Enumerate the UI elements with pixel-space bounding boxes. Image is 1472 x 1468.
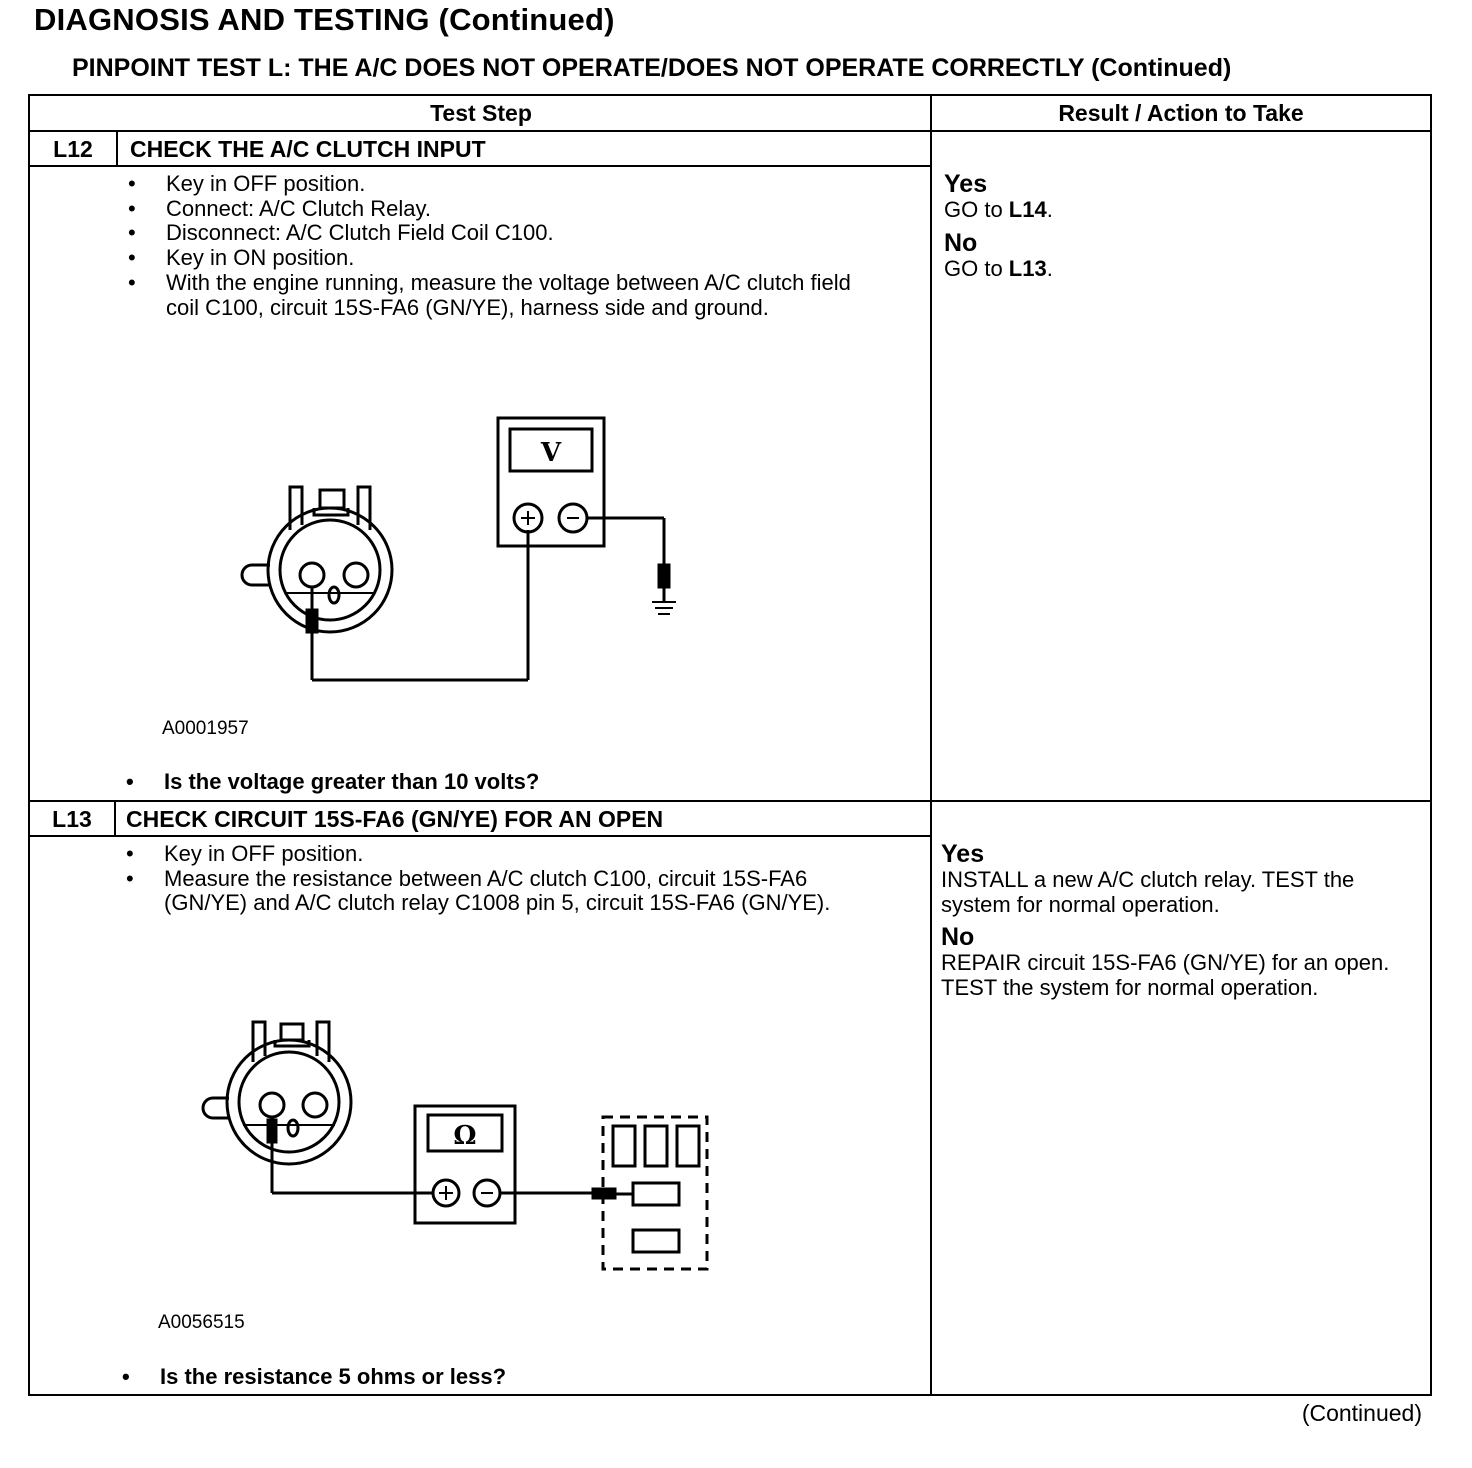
figure-id-l12: A0001957 bbox=[162, 718, 249, 739]
figure-id-l13: A0056515 bbox=[158, 1312, 245, 1333]
pinpoint-test-title: PINPOINT TEST L: THE A/C DOES NOT OPERATE/DOES NOT OPERATE CORRECTLY (Continued) bbox=[72, 54, 1232, 82]
answer-yes: Yes bbox=[941, 840, 985, 868]
step-id-divider bbox=[114, 802, 116, 836]
step-id-l12: L12 bbox=[53, 136, 93, 162]
instruction-item: • Key in OFF position. bbox=[126, 842, 846, 867]
question-l13: • Is the resistance 5 ohms or less? bbox=[122, 1364, 506, 1390]
meter-symbol-ohm: Ω bbox=[453, 1121, 477, 1151]
step-title-l13: CHECK CIRCUIT 15S-FA6 (GN/YE) FOR AN OPEN bbox=[126, 806, 664, 832]
action-yes: GO to L14. bbox=[944, 197, 1053, 222]
answer-no: No bbox=[941, 923, 975, 952]
action-yes: INSTALL a new A/C clutch relay. TEST the system for normal operation. bbox=[941, 867, 1355, 917]
step-title-l12: CHECK THE A/C CLUTCH INPUT bbox=[130, 136, 486, 162]
voltmeter-diagram bbox=[230, 405, 710, 705]
instruction-item: • With the engine running, measure the voltage between A/C clutch field coil C100, circuit 15S-FA6 (GN/YE), harness side and ground. bbox=[128, 271, 858, 320]
ohmmeter-diagram bbox=[195, 1010, 725, 1285]
result-l12 bbox=[944, 170, 1414, 287]
instructions-l12 bbox=[128, 172, 858, 320]
question-l12: • Is the voltage greater than 10 volts? bbox=[126, 769, 539, 795]
header-test-step: Test Step bbox=[30, 96, 932, 132]
column-divider bbox=[930, 96, 932, 1394]
instruction-item: • Measure the resistance between A/C clutch C100, circuit 15S-FA6 (GN/YE) and A/C clutch relay C1008 pin 5, circuit 15S-FA6 (GN/YE). bbox=[126, 867, 846, 916]
step-id-divider bbox=[116, 132, 118, 166]
instruction-item: • Disconnect: A/C Clutch Field Coil C100. bbox=[128, 221, 858, 246]
result-l13 bbox=[941, 840, 1411, 1007]
answer-yes: Yes bbox=[944, 170, 988, 198]
goto-l14-link[interactable]: L14 bbox=[1008, 197, 1047, 222]
page-title: DIAGNOSIS AND TESTING (Continued) bbox=[34, 2, 615, 37]
goto-l13-link[interactable]: L13 bbox=[1008, 255, 1047, 281]
ground-icon bbox=[652, 602, 676, 614]
instruction-item: • Key in ON position. bbox=[128, 246, 858, 271]
instructions-l13 bbox=[126, 842, 846, 916]
header-result: Result / Action to Take bbox=[932, 96, 1430, 132]
instruction-item: • Key in OFF position. bbox=[128, 172, 858, 197]
action-no: GO to L13. bbox=[944, 255, 1053, 281]
action-no: REPAIR circuit 15S-FA6 (GN/YE) for an open. TEST the system for normal operation. bbox=[941, 950, 1390, 1001]
footer-continued: (Continued) bbox=[1301, 1400, 1422, 1426]
instruction-item: • Connect: A/C Clutch Relay. bbox=[128, 197, 858, 222]
step-id-l13: L13 bbox=[52, 806, 92, 832]
meter-symbol-v: V bbox=[540, 438, 562, 468]
answer-no: No bbox=[944, 228, 978, 257]
